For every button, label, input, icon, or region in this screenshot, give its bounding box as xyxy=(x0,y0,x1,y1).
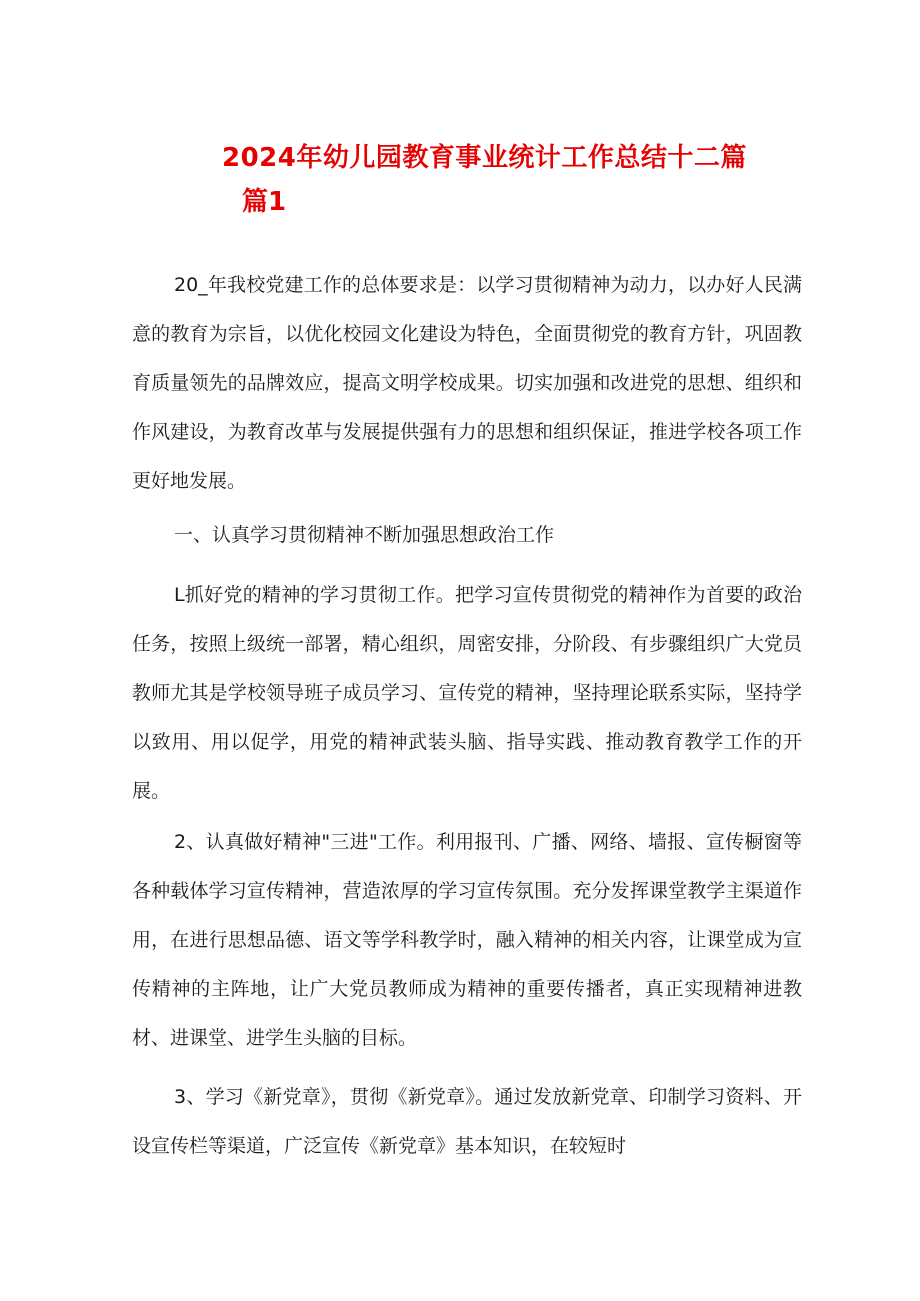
document-title: 2024年幼儿园教育事业统计工作总结十二篇 xyxy=(222,143,747,173)
paragraph-intro: 20_年我校党建工作的总体要求是：以学习贯彻精神为动力，以办好人民满意的教育为宗旨，以优化校园文化建设为特色，全面贯彻党的教育方针，巩固教育质量领先的品牌效应，提高文明学校成果。切实加强和改进党的思想、组织和作风建设，为教育改革与发展提供强有力的思想和组织保证，推进学校各项工作更好地发展。 xyxy=(132,274,802,492)
paragraph-item-2: 2、认真做好精神"三进"工作。利用报刊、广播、网络、墙报、宣传橱窗等各种载体学习宣传精神，营造浓厚的学习宣传氛围。充分发挥课堂教学主渠道作用，在进行思想品德、语文等学科教学时，融入精神的相关内容，让课堂成为宣传精神的主阵地，让广大党员教师成为精神的重要传播者，真正实现精神进教材、进课堂、进学生头脑的目标。 xyxy=(132,831,802,1049)
section-heading: 篇1 xyxy=(242,187,287,217)
paragraph-subheading: 一、认真学习贯彻精神不断加强思想政治工作 xyxy=(174,524,555,546)
paragraph-item-3: 3、学习《新党章》，贯彻《新党章》。通过发放新党章、印制学习资料、开设宣传栏等渠道，广泛宣传《新党章》基本知识，在较短时 xyxy=(132,1086,802,1157)
paragraph-item-1: L抓好党的精神的学习贯彻工作。把学习宣传贯彻党的精神作为首要的政治任务，按照上级统一部署，精心组织，周密安排，分阶段、有步骤组织广大党员教师尤其是学校领导班子成员学习、宣传党的精神，坚持理论联系实际，坚持学以致用、用以促学，用党的精神武装头脑、指导实践、推动教育教学工作的开展。 xyxy=(132,584,802,802)
